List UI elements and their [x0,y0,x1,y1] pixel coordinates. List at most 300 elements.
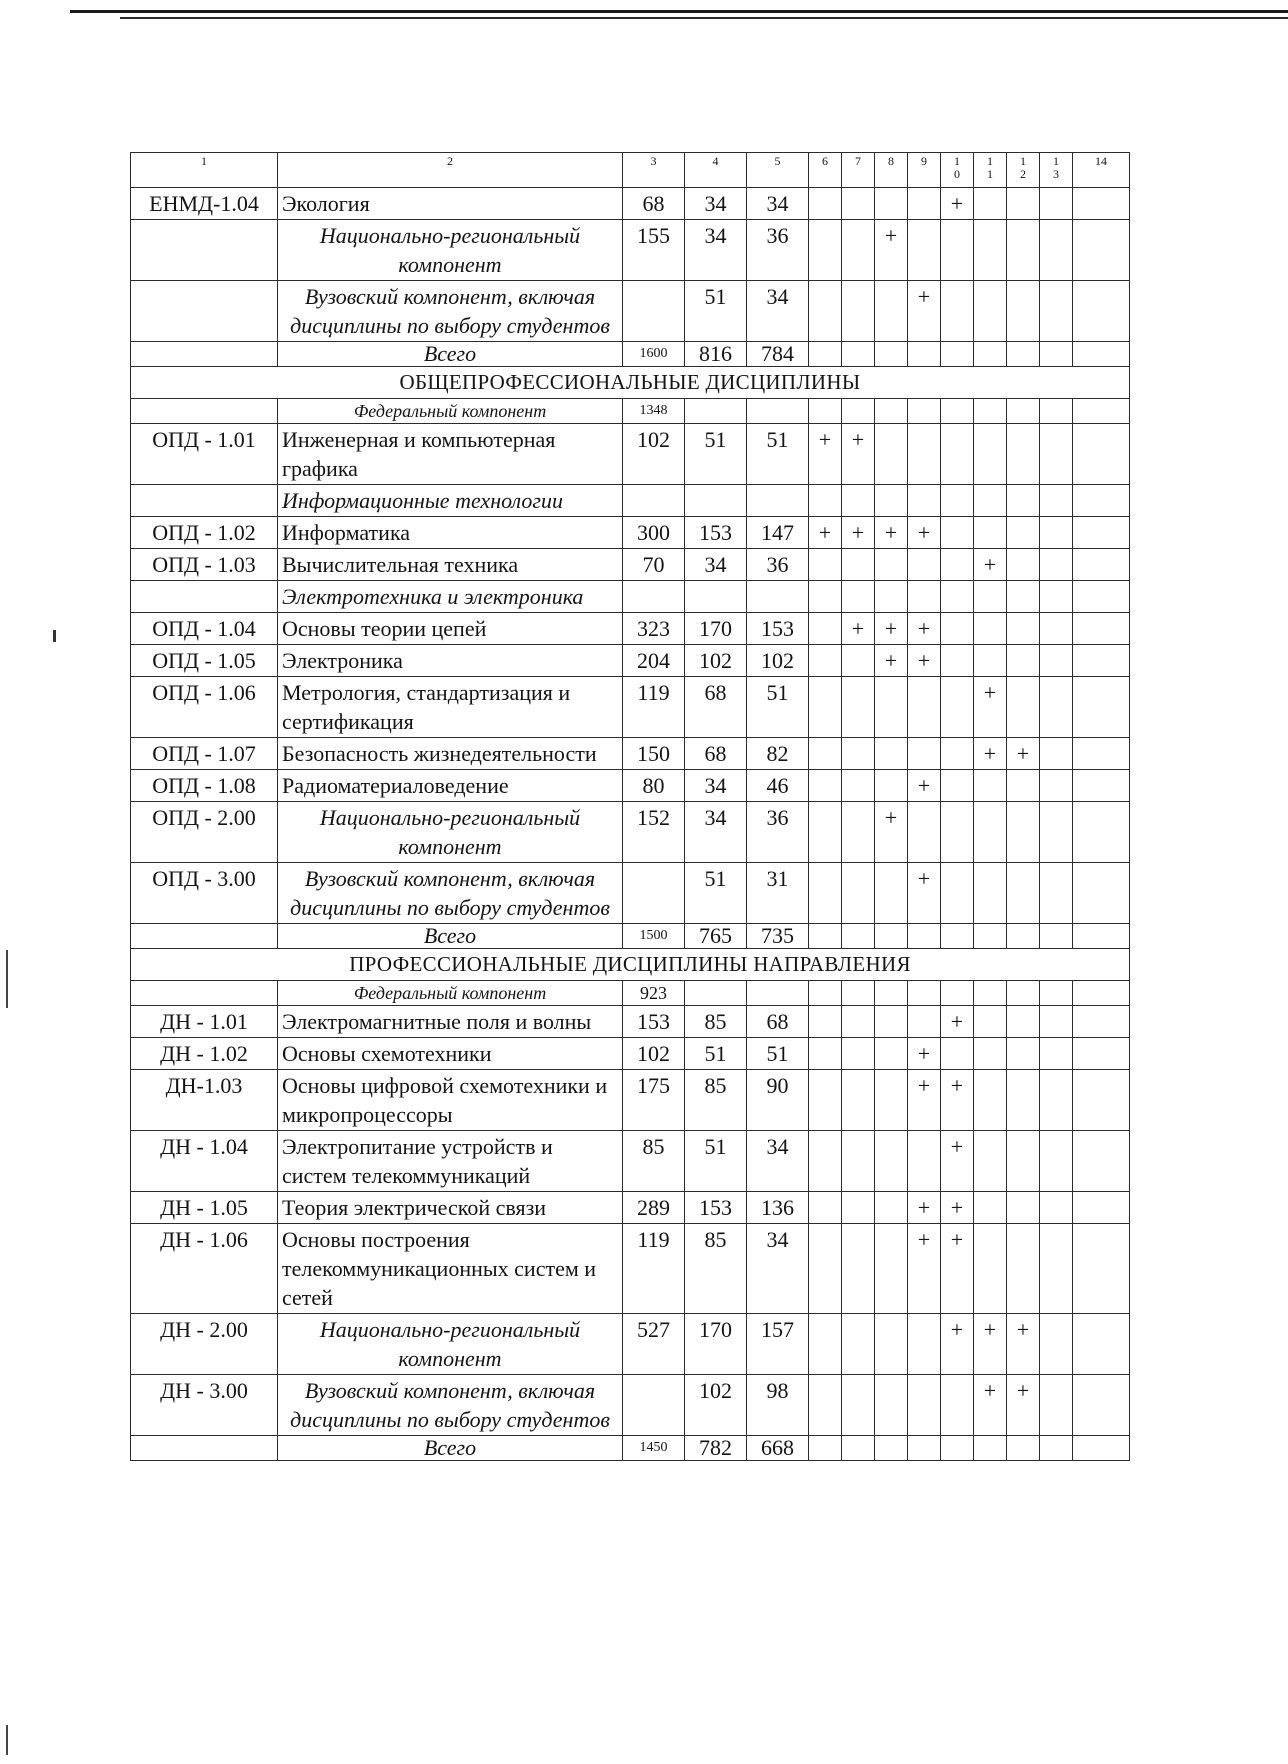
semester-mark [842,863,875,924]
semester-mark [842,549,875,581]
self-study-hours: 36 [747,802,809,863]
semester-mark [1040,645,1073,677]
total-row [131,924,1130,949]
discipline-name: Основы построения телекоммуникационных систем и сетей [278,1224,623,1314]
semester-mark [875,863,908,924]
total-hours: 102 [623,424,685,485]
section-title-row [131,949,1130,981]
semester-mark [941,549,974,581]
discipline-row [131,1224,1130,1314]
self-study-hours: 51 [747,677,809,738]
semester-mark: + [908,281,941,342]
discipline-code: ОПД - 1.07 [131,738,278,770]
semester-mark [809,1070,842,1131]
classroom-hours-sum: 782 [685,1436,747,1461]
semester-mark: + [809,517,842,549]
self-study-hours: 102 [747,645,809,677]
semester-mark [1040,677,1073,738]
classroom-hours: 68 [685,738,747,770]
total-hours: 289 [623,1192,685,1224]
semester-mark [809,770,842,802]
semester-mark [1040,1070,1073,1131]
empty-cell [131,399,278,424]
semester-mark [1007,1192,1040,1224]
discipline-name: Вузовский компонент, включая дисциплины по выбору студентов [278,1375,623,1436]
discipline-row [131,1192,1130,1224]
discipline-name: Национально-региональный компонент [278,220,623,281]
semester-mark [974,581,1007,613]
discipline-row [131,581,1130,613]
total-hours: 300 [623,517,685,549]
semester-mark: + [908,645,941,677]
discipline-code: ОПД - 1.04 [131,613,278,645]
semester-mark [974,220,1007,281]
semester-mark [809,1375,842,1436]
total-hours [623,863,685,924]
total-hours: 155 [623,220,685,281]
empty-cell [875,342,908,367]
semester-mark [875,1192,908,1224]
semester-mark [974,770,1007,802]
semester-mark [875,1038,908,1070]
semester-mark: + [908,770,941,802]
margin-mark [6,950,8,1008]
discipline-code: ОПД - 1.08 [131,770,278,802]
semester-mark [842,485,875,517]
semester-mark [1040,1314,1073,1375]
discipline-row [131,1006,1130,1038]
semester-mark [974,485,1007,517]
self-study-hours: 31 [747,863,809,924]
semester-mark [1073,424,1130,485]
margin-mark [6,1725,8,1755]
empty-cell [875,399,908,424]
semester-mark [1040,549,1073,581]
discipline-code: ДН - 2.00 [131,1314,278,1375]
semester-mark [1073,677,1130,738]
discipline-name: Информатика [278,517,623,549]
empty-cell [747,399,809,424]
self-study-hours [747,485,809,517]
empty-cell [131,924,278,949]
empty-cell [1040,342,1073,367]
semester-mark [1040,188,1073,220]
column-number: 4 [685,153,747,188]
semester-mark [875,581,908,613]
semester-mark [974,188,1007,220]
semester-mark [842,1314,875,1375]
semester-mark [908,1131,941,1192]
semester-mark [941,770,974,802]
discipline-code [131,485,278,517]
semester-mark [1073,613,1130,645]
semester-mark: + [941,1070,974,1131]
top-rule [70,10,1288,13]
discipline-code: ЕНМД-1.04 [131,188,278,220]
empty-cell [809,981,842,1006]
semester-mark [1007,1224,1040,1314]
semester-mark [941,220,974,281]
total-hours: 102 [623,1038,685,1070]
empty-cell [1073,1436,1130,1461]
semester-mark [1073,645,1130,677]
semester-mark [809,581,842,613]
total-hours: 119 [623,677,685,738]
semester-mark: + [941,1006,974,1038]
semester-mark [974,517,1007,549]
semester-mark [1040,517,1073,549]
semester-mark [1040,1006,1073,1038]
semester-mark [1073,1375,1130,1436]
semester-mark [1007,281,1040,342]
semester-mark [809,188,842,220]
semester-mark [974,645,1007,677]
discipline-row [131,485,1130,517]
total-hours: 68 [623,188,685,220]
empty-cell [908,342,941,367]
empty-cell [842,924,875,949]
discipline-name: Безопасность жизнедеятельности [278,738,623,770]
semester-mark [908,485,941,517]
total-hours: 80 [623,770,685,802]
classroom-hours [685,581,747,613]
semester-mark [842,1038,875,1070]
semester-mark: + [974,677,1007,738]
discipline-code: ДН-1.03 [131,1070,278,1131]
semester-mark [842,1224,875,1314]
empty-cell [1040,399,1073,424]
semester-mark [875,1224,908,1314]
federal-component-label: Федеральный компонент [278,981,623,1006]
empty-cell [842,342,875,367]
empty-cell [809,399,842,424]
semester-mark [809,1314,842,1375]
discipline-row [131,802,1130,863]
discipline-name: Экология [278,188,623,220]
semester-mark: + [908,1038,941,1070]
classroom-hours: 51 [685,1038,747,1070]
semester-mark [875,188,908,220]
empty-cell [747,981,809,1006]
semester-mark [1073,517,1130,549]
semester-mark [941,677,974,738]
semester-mark [842,1375,875,1436]
total-hours: 152 [623,802,685,863]
semester-mark [875,1131,908,1192]
semester-mark [1007,1006,1040,1038]
semester-mark [1040,1131,1073,1192]
semester-mark [875,424,908,485]
discipline-code: ОПД - 1.05 [131,645,278,677]
federal-component-hours: 923 [623,981,685,1006]
classroom-hours: 51 [685,424,747,485]
total-hours [623,485,685,517]
empty-cell [1073,399,1130,424]
classroom-hours: 51 [685,863,747,924]
semester-mark [842,1070,875,1131]
semester-mark [974,1131,1007,1192]
classroom-hours: 34 [685,770,747,802]
self-study-hours: 90 [747,1070,809,1131]
semester-mark [941,1375,974,1436]
empty-cell [941,1436,974,1461]
classroom-hours: 85 [685,1006,747,1038]
federal-component-label: Федеральный компонент [278,399,623,424]
discipline-code: ДН - 1.01 [131,1006,278,1038]
semester-mark [908,802,941,863]
empty-cell [974,981,1007,1006]
curriculum-table [130,152,1130,1461]
semester-mark: + [941,188,974,220]
empty-cell [809,1436,842,1461]
semester-mark [842,220,875,281]
semester-mark [875,1070,908,1131]
discipline-name: Основы цифровой схемотехники и микропроцессоры [278,1070,623,1131]
semester-mark: + [908,613,941,645]
empty-cell [131,981,278,1006]
column-number: 7 [842,153,875,188]
semester-mark [1040,1192,1073,1224]
semester-mark [809,1224,842,1314]
semester-mark [842,802,875,863]
semester-mark [941,645,974,677]
classroom-hours: 102 [685,645,747,677]
empty-cell [1073,924,1130,949]
discipline-name: Вычислительная техника [278,549,623,581]
column-number: 1 [131,153,278,188]
classroom-hours: 68 [685,677,747,738]
semester-mark [875,677,908,738]
discipline-row [131,1038,1130,1070]
semester-mark [908,220,941,281]
semester-mark: + [941,1314,974,1375]
semester-mark [842,1192,875,1224]
semester-mark: + [974,1314,1007,1375]
semester-mark [941,485,974,517]
semester-mark [1007,645,1040,677]
empty-cell [1040,1436,1073,1461]
semester-mark [908,188,941,220]
self-study-hours: 34 [747,188,809,220]
discipline-code [131,581,278,613]
semester-mark [842,1131,875,1192]
semester-mark [809,1006,842,1038]
discipline-code: ДН - 1.02 [131,1038,278,1070]
semester-mark [1007,802,1040,863]
semester-mark [1040,863,1073,924]
semester-mark [941,863,974,924]
self-study-hours: 51 [747,1038,809,1070]
discipline-row [131,549,1130,581]
classroom-hours [685,485,747,517]
column-number: 14 [1073,153,1130,188]
semester-mark [809,863,842,924]
semester-mark [941,281,974,342]
discipline-code: ДН - 1.05 [131,1192,278,1224]
semester-mark [908,738,941,770]
empty-cell [685,981,747,1006]
empty-cell [1040,924,1073,949]
semester-mark [809,220,842,281]
semester-mark [1040,220,1073,281]
semester-mark [908,1375,941,1436]
empty-cell [1040,981,1073,1006]
semester-mark [1073,1038,1130,1070]
semester-mark [809,738,842,770]
semester-mark [1073,549,1130,581]
semester-mark [1073,738,1130,770]
empty-cell [1073,981,1130,1006]
discipline-name: Метрология, стандартизация и сертификация [278,677,623,738]
empty-cell [1007,399,1040,424]
column-number: 1 3 [1040,153,1073,188]
empty-cell [908,1436,941,1461]
self-study-hours: 153 [747,613,809,645]
empty-cell [941,399,974,424]
discipline-name: Теория электрической связи [278,1192,623,1224]
discipline-name: Радиоматериаловедение [278,770,623,802]
total-label: Всего [278,342,623,367]
semester-mark: + [842,424,875,485]
semester-mark [875,738,908,770]
semester-mark: + [1007,1375,1040,1436]
discipline-code: ДН - 1.04 [131,1131,278,1192]
semester-mark [842,581,875,613]
semester-mark [941,613,974,645]
total-hours-sum: 1600 [623,342,685,367]
classroom-hours: 51 [685,1131,747,1192]
total-hours: 119 [623,1224,685,1314]
semester-mark: + [941,1224,974,1314]
self-study-hours: 157 [747,1314,809,1375]
discipline-code: ОПД - 1.02 [131,517,278,549]
semester-mark [1040,802,1073,863]
discipline-name: Основы схемотехники [278,1038,623,1070]
empty-cell [908,924,941,949]
semester-mark: + [842,517,875,549]
column-number: 5 [747,153,809,188]
semester-mark [941,802,974,863]
semester-mark [908,1314,941,1375]
semester-mark [809,1131,842,1192]
discipline-row [131,1131,1130,1192]
semester-mark [974,1070,1007,1131]
total-hours [623,281,685,342]
semester-mark [875,1314,908,1375]
total-hours [623,581,685,613]
semester-mark: + [941,1192,974,1224]
semester-mark [809,485,842,517]
semester-mark [1007,1070,1040,1131]
self-study-hours: 34 [747,281,809,342]
discipline-row [131,645,1130,677]
self-study-hours: 82 [747,738,809,770]
total-hours-sum: 1450 [623,1436,685,1461]
empty-cell [1007,1436,1040,1461]
semester-mark [941,738,974,770]
semester-mark [908,549,941,581]
total-hours: 153 [623,1006,685,1038]
self-study-hours-sum: 784 [747,342,809,367]
semester-mark [1007,188,1040,220]
semester-mark [1007,1131,1040,1192]
discipline-name: Электротехника и электроника [278,581,623,613]
empty-cell [974,1436,1007,1461]
total-hours: 150 [623,738,685,770]
total-hours: 85 [623,1131,685,1192]
total-hours: 323 [623,613,685,645]
self-study-hours: 34 [747,1224,809,1314]
classroom-hours: 34 [685,549,747,581]
discipline-row [131,770,1130,802]
semester-mark [974,1006,1007,1038]
semester-mark [809,1192,842,1224]
empty-cell [941,981,974,1006]
semester-mark [1073,863,1130,924]
discipline-row [131,677,1130,738]
semester-mark [908,1006,941,1038]
semester-mark [809,802,842,863]
discipline-code: ОПД - 2.00 [131,802,278,863]
discipline-name: Электропитание устройств и систем телекоммуникаций [278,1131,623,1192]
semester-mark: + [875,645,908,677]
semester-mark [1073,1224,1130,1314]
column-number: 9 [908,153,941,188]
self-study-hours: 36 [747,220,809,281]
discipline-row [131,1070,1130,1131]
semester-mark [908,677,941,738]
discipline-name: Вузовский компонент, включая дисциплины по выбору студентов [278,281,623,342]
empty-cell [809,924,842,949]
classroom-hours: 34 [685,188,747,220]
classroom-hours-sum: 816 [685,342,747,367]
semester-mark [809,613,842,645]
discipline-row [131,424,1130,485]
semester-mark: + [875,220,908,281]
total-hours: 527 [623,1314,685,1375]
semester-mark: + [974,549,1007,581]
discipline-name: Национально-региональный компонент [278,802,623,863]
total-hours [623,1375,685,1436]
self-study-hours: 98 [747,1375,809,1436]
total-hours: 204 [623,645,685,677]
semester-mark [1007,863,1040,924]
empty-cell [131,342,278,367]
semester-mark: + [908,1224,941,1314]
semester-mark [1073,1070,1130,1131]
classroom-hours: 153 [685,1192,747,1224]
semester-mark [842,281,875,342]
self-study-hours: 136 [747,1192,809,1224]
self-study-hours: 68 [747,1006,809,1038]
total-hours: 70 [623,549,685,581]
semester-mark [974,613,1007,645]
discipline-code: ОПД - 1.01 [131,424,278,485]
discipline-name: Основы теории цепей [278,613,623,645]
semester-mark [1073,770,1130,802]
classroom-hours: 85 [685,1070,747,1131]
semester-mark [1007,677,1040,738]
empty-cell [908,981,941,1006]
semester-mark [1073,581,1130,613]
empty-cell [842,981,875,1006]
semester-mark: + [875,517,908,549]
self-study-hours: 51 [747,424,809,485]
semester-mark [842,188,875,220]
discipline-row [131,1375,1130,1436]
column-number: 8 [875,153,908,188]
discipline-code: ОПД - 1.03 [131,549,278,581]
